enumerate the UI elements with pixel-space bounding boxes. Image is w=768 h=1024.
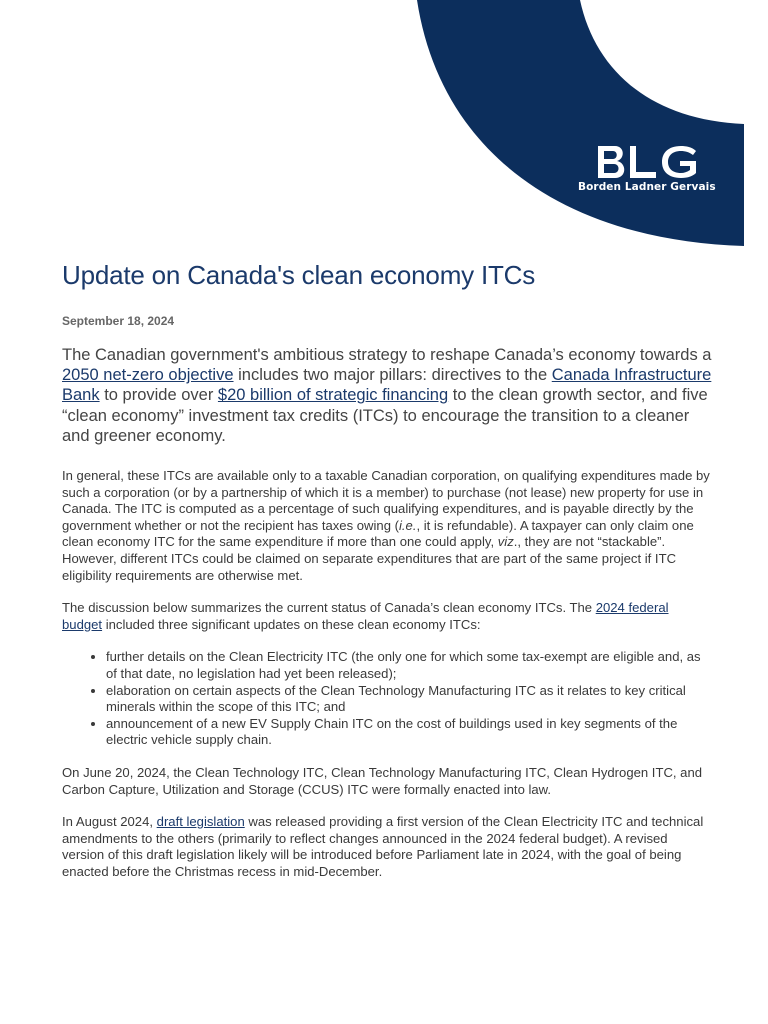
updates-list <box>62 649 712 749</box>
header-arc-graphic <box>0 0 768 260</box>
lead-paragraph: The Canadian government's ambitious strategy to reshape Canada’s economy towards a 2050 net-zero objective includes two major pillars: directives to the Canada Infrastructure Bank to provide over $20 billion of strategic financing to the clean growth sector, and five “clean economy” investment tax credits (ITCs) to encourage the transition to a cleaner and greener economy. <box>62 346 712 445</box>
list-item: • further details on the Clean Electricity ITC (the only one for which some tax-exempt are eligible and, as of that date, no legislation had yet been released); <box>106 649 712 682</box>
blg-logo[interactable] <box>578 146 716 193</box>
link-2024-federal-budget[interactable]: 2024 federal budget <box>62 600 669 632</box>
link-draft-legislation[interactable]: draft legislation <box>156 814 245 830</box>
blg-logo-mark <box>598 146 696 178</box>
article-body <box>62 345 712 896</box>
link-20-billion-financing[interactable]: $20 billion of strategic financing <box>217 386 449 405</box>
publish-date: September 18, 2024 <box>62 314 175 328</box>
link-2050-net-zero[interactable]: 2050 net-zero objective <box>62 366 234 385</box>
list-item: • announcement of a new EV Supply Chain ITC on the cost of buildings used in key segments of the electric vehicle supply chain. <box>106 716 712 749</box>
paragraph-august-draft: In August 2024, draft legislation was released providing a first version of the Clean Electricity ITC and technical amendments to the others (primarily to reflect changes announced in the 2024 federal budget). A revised version of this draft legislation likely will be introduced before Parliament late in 2024, with the goal of being enacted before the Christmas recess in mid-December. <box>62 814 704 879</box>
paragraph-general: In general, these ITCs are available only to a taxable Canadian corporation, on qualifying expenditures made by such a corporation (or by a partnership of which it is a member) to purchase (not lease) new property for use in Canada. The ITC is computed as a percentage of such qualifying expenditures, and is payable directly by the government whether or not the recipient has taxes owing (i.e., it is refundable). A taxpayer can only claim one clean economy ITC for the same expenditure if more than one could apply, viz., they are not “stackable”. However, different ITCs could be claimed on separate expenditures that are part of the same project if ITC eligibility requirements are otherwise met. <box>62 468 710 583</box>
company-name: Borden Ladner Gervais <box>578 181 716 193</box>
paragraph-june-enactment: On June 20, 2024, the Clean Technology ITC, Clean Technology Manufacturing ITC, Clean Hydrogen ITC, and Carbon Capture, Utilization and Storage (CCUS) ITC were formally enacted into law. <box>62 764 703 797</box>
paragraph-discussion: The discussion below summarizes the current status of Canada’s clean economy ITCs. The 2024 federal budget included three significant updates on these clean economy ITCs: <box>62 600 669 632</box>
list-item: • elaboration on certain aspects of the Clean Technology Manufacturing ITC as it relates to key critical minerals within the scope of this ITC; and <box>106 683 712 716</box>
page-title: Update on Canada's clean economy ITCs <box>62 260 536 290</box>
link-canada-infrastructure-bank[interactable]: Canada Infrastructure Bank <box>62 366 712 405</box>
